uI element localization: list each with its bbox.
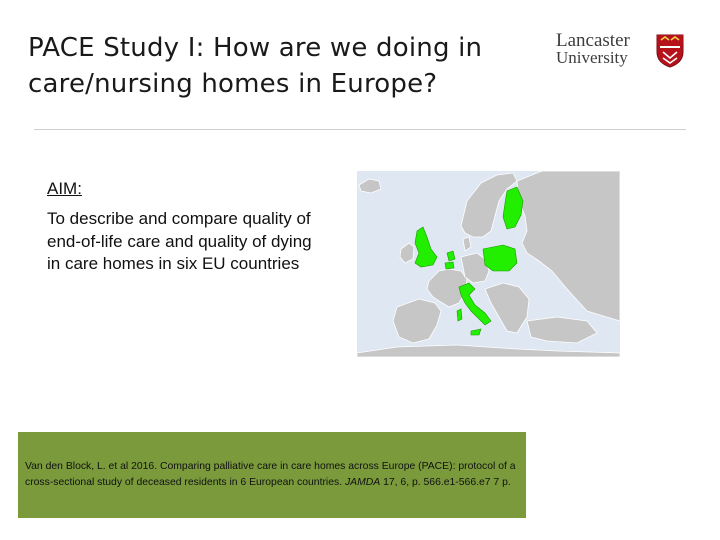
country-belgium <box>445 262 454 269</box>
logo-line-2: University <box>556 48 628 67</box>
reference-box <box>18 432 526 518</box>
logo-wordmark <box>556 32 656 66</box>
university-logo <box>556 32 706 72</box>
title-divider <box>34 129 686 130</box>
aim-label: AIM: <box>47 179 82 198</box>
aim-text: To describe and compare quality of end-of-life care and quality of dying in care homes in six EU countries <box>47 209 312 273</box>
logo-line-1: Lancaster <box>556 30 630 51</box>
reference-journal: JAMDA <box>344 477 381 488</box>
crest-icon <box>656 34 684 68</box>
country-poland <box>483 245 517 271</box>
reference-details: 17, 6, p. 566.e1-566.e7 7 p. <box>380 477 511 488</box>
country-sardinia <box>457 309 462 321</box>
europe-map <box>357 171 620 357</box>
page-title: PACE Study I: How are we doing in care/nursing homes in Europe? <box>28 33 483 99</box>
reference-text: Van den Block, L. et al 2016. Comparing palliative care in care homes across Europe (PACE): protocol of a cross-sectional study of deceased residents in 6 European countries. <box>25 461 516 488</box>
